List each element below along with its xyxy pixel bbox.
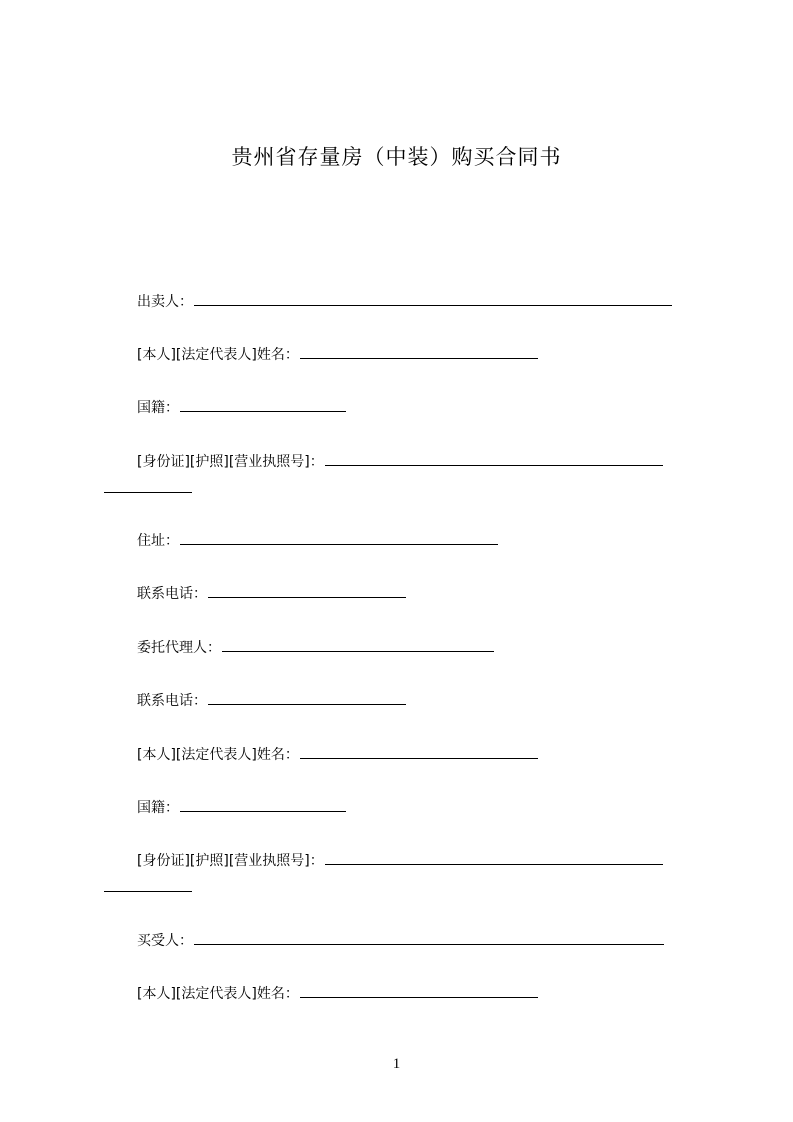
- seller-address-label: 住址：: [137, 533, 179, 549]
- agent-id-field: [137, 851, 663, 871]
- buyer-name-label: [本人][法定代表人]姓名：: [137, 986, 299, 1002]
- page-number: 1: [392, 1056, 401, 1072]
- agent-id-label: [身份证][护照][营业执照号]：: [137, 853, 324, 869]
- seller-name-blank: [300, 345, 538, 359]
- seller-phone-label: 联系电话：: [137, 586, 207, 602]
- seller-phone-field: [137, 584, 406, 604]
- agent-nationality-field: [137, 798, 346, 818]
- seller-id-blank: [325, 452, 663, 466]
- agent-name-blank: [300, 745, 538, 759]
- agent-nationality-blank: [180, 798, 346, 812]
- buyer-name-blank: [300, 984, 538, 998]
- agent-id-blank: [325, 851, 663, 865]
- seller-id-continuation-blank: [104, 492, 192, 493]
- seller-id-label: [身份证][护照][营业执照号]：: [137, 454, 324, 470]
- seller-field: [137, 292, 672, 312]
- seller-nationality-field: [137, 398, 346, 418]
- seller-label: 出卖人：: [137, 294, 193, 310]
- seller-name-label: [本人][法定代表人]姓名：: [137, 347, 299, 363]
- agent-nationality-label: 国籍：: [137, 800, 179, 816]
- buyer-label: 买受人：: [137, 933, 193, 949]
- seller-phone-blank: [208, 584, 406, 598]
- seller-nationality-blank: [180, 398, 346, 412]
- seller-id-field: [137, 452, 663, 472]
- seller-name-field: [137, 345, 538, 365]
- document-title: 贵州省存量房（中装）购买合同书: [231, 145, 562, 169]
- seller-blank: [194, 292, 672, 306]
- agent-phone-field: [137, 691, 406, 711]
- agent-name-label: [本人][法定代表人]姓名：: [137, 747, 299, 763]
- agent-phone-label: 联系电话：: [137, 693, 207, 709]
- seller-nationality-label: 国籍：: [137, 400, 179, 416]
- agent-name-field: [137, 745, 538, 765]
- agent-field: [137, 638, 494, 658]
- buyer-blank: [194, 931, 664, 945]
- agent-phone-blank: [208, 691, 406, 705]
- agent-blank: [222, 638, 494, 652]
- buyer-field: [137, 931, 664, 951]
- seller-address-blank: [180, 531, 498, 545]
- buyer-name-field: [137, 984, 538, 1004]
- seller-address-field: [137, 531, 498, 551]
- agent-id-continuation-blank: [104, 891, 192, 892]
- agent-label: 委托代理人：: [137, 640, 221, 656]
